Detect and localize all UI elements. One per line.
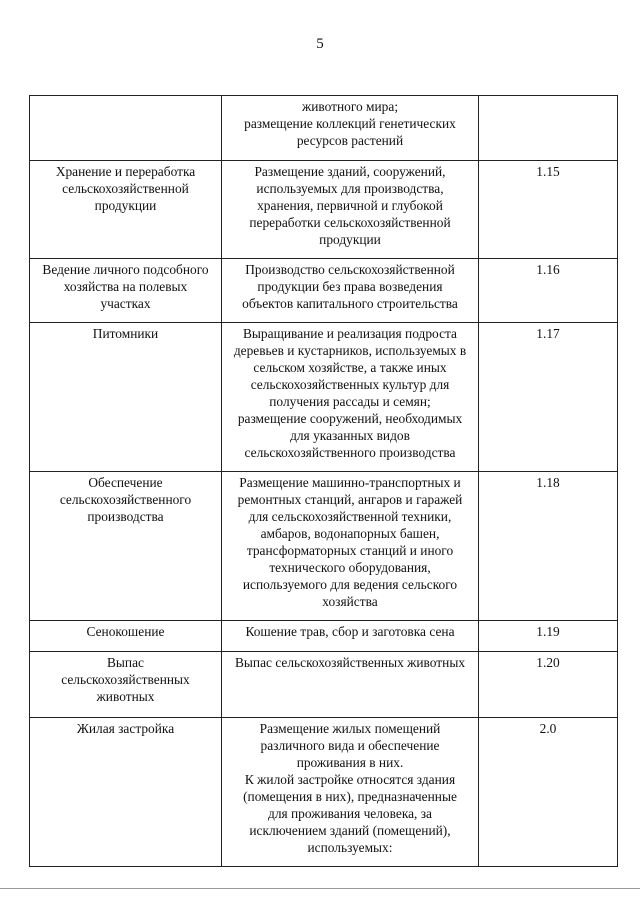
- page-bottom-edge: [0, 888, 640, 889]
- land-use-code: 1.20: [479, 652, 618, 718]
- land-use-code: 2.0: [479, 718, 618, 867]
- land-use-description: Размещение жилых помещений различного вида и обеспечение проживания в них. К жилой застройке относятся здания (помещения в них), предназначенные для проживания человека, за исключением зданий (помещений), используемых:: [222, 718, 479, 867]
- land-use-name: Жилая застройка: [30, 718, 222, 867]
- land-use-code: 1.16: [479, 259, 618, 323]
- land-use-name: [30, 96, 222, 161]
- land-use-code: [479, 96, 618, 161]
- land-use-description: Размещение машинно-транспортных и ремонтных станций, ангаров и гаражей для сельскохозяйственной техники, амбаров, водонапорных башен, трансформаторных станций и иного технического оборудования, используемого для ведения сельского хозяйства: [222, 472, 479, 621]
- land-use-table: [29, 95, 618, 867]
- land-use-description: Производство сельскохозяйственной продукции без права возведения объектов капитального строительства: [222, 259, 479, 323]
- table-row: [30, 652, 618, 718]
- land-use-description: Размещение зданий, сооружений, используемых для производства, хранения, первичной и глубокой переработки сельскохозяйственной продукции: [222, 161, 479, 259]
- page-number: 5: [316, 36, 324, 52]
- land-use-description: Выращивание и реализация подроста деревьев и кустарников, используемых в сельском хозяйстве, а также иных сельскохозяйственных культур для получения рассады и семян; размещение сооружений, необходимых для указанных видов сельскохозяйственного производства: [222, 323, 479, 472]
- land-use-name: Обеспечение сельскохозяйственного производства: [30, 472, 222, 621]
- land-use-code: 1.15: [479, 161, 618, 259]
- table-row: [30, 323, 618, 472]
- land-use-code: 1.19: [479, 621, 618, 652]
- land-use-description: Кошение трав, сбор и заготовка сена: [222, 621, 479, 652]
- table-row: [30, 259, 618, 323]
- table-row: [30, 621, 618, 652]
- land-use-name: Питомники: [30, 323, 222, 472]
- table-row: [30, 472, 618, 621]
- land-use-name: Ведение личного подсобного хозяйства на полевых участках: [30, 259, 222, 323]
- land-use-description: Выпас сельскохозяйственных животных: [222, 652, 479, 718]
- land-use-code: 1.17: [479, 323, 618, 472]
- land-use-name: Выпас сельскохозяйственных животных: [30, 652, 222, 718]
- land-use-name: Сенокошение: [30, 621, 222, 652]
- land-use-description: животного мира; размещение коллекций генетических ресурсов растений: [222, 96, 479, 161]
- land-use-name: Хранение и переработка сельскохозяйственной продукции: [30, 161, 222, 259]
- table-row: [30, 718, 618, 867]
- table-row: [30, 96, 618, 161]
- table-row: [30, 161, 618, 259]
- land-use-code: 1.18: [479, 472, 618, 621]
